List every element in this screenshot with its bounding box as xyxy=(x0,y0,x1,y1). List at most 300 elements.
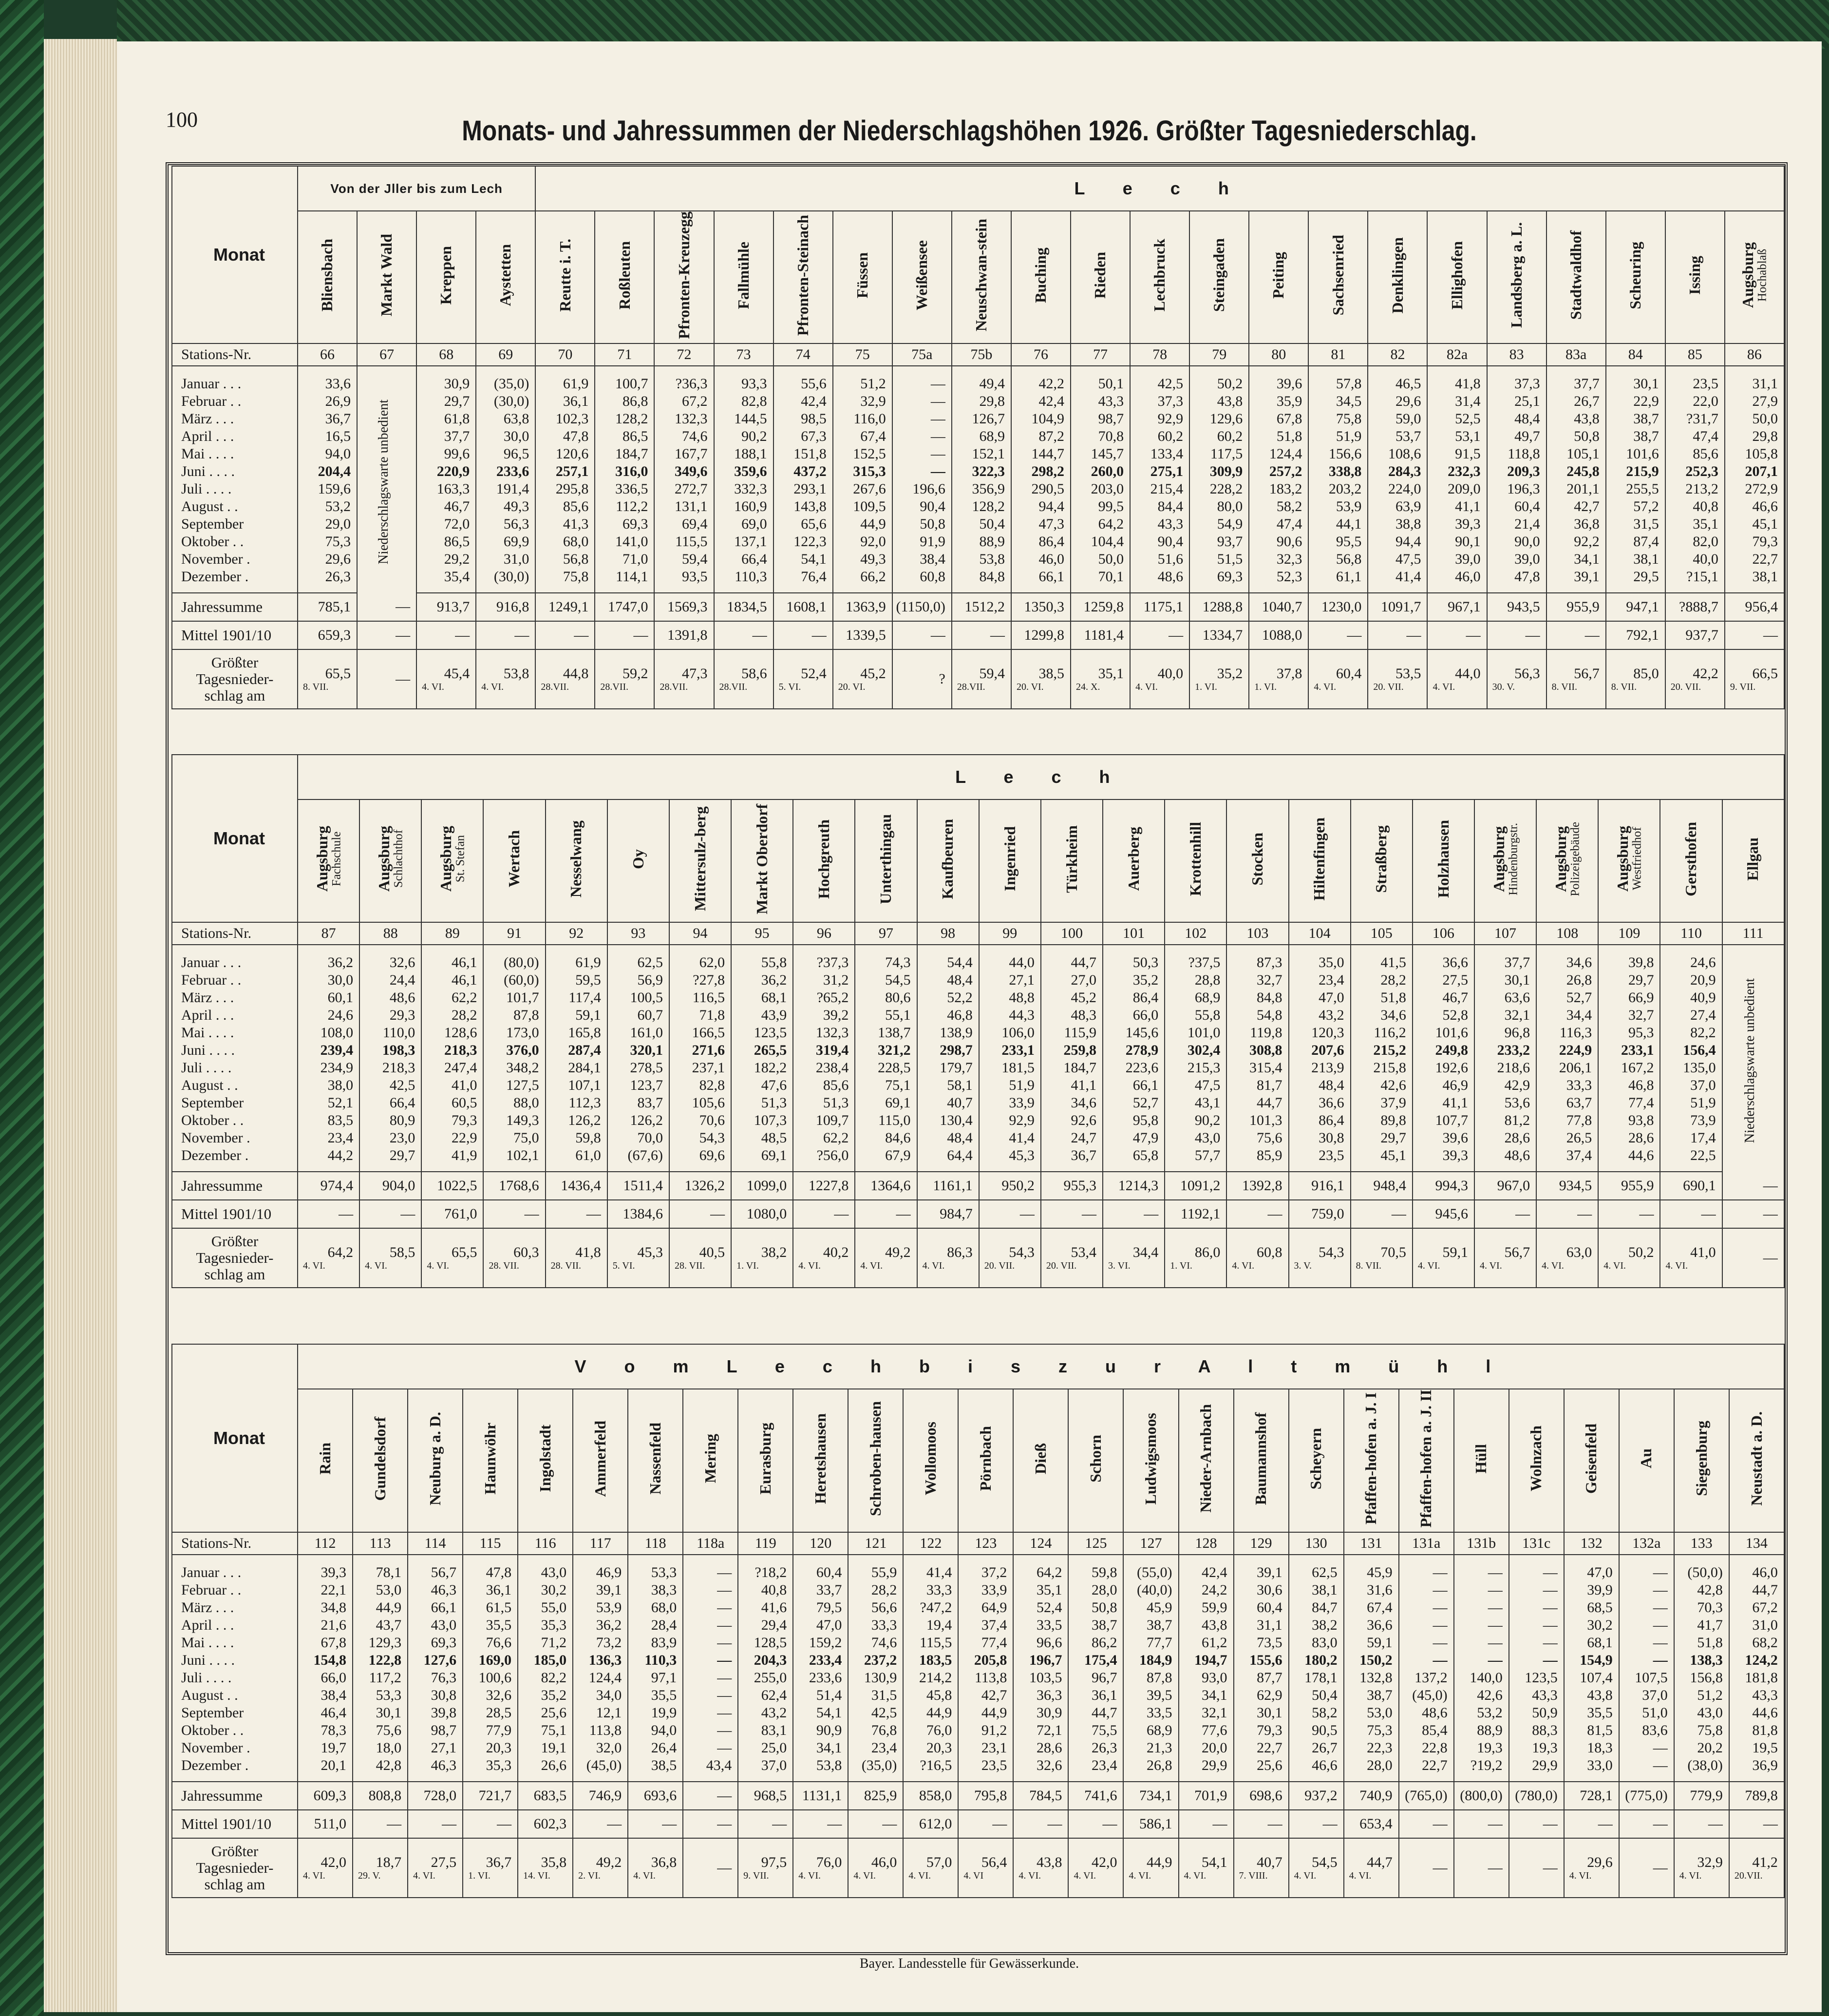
month-value: 321,2 xyxy=(855,1042,917,1059)
jahressumme-value: (1150,0) xyxy=(892,593,952,621)
groesster-value: 57,0 xyxy=(926,1854,952,1870)
month-value: 50,1 xyxy=(1071,366,1130,393)
month-label: Oktober . . xyxy=(172,1722,298,1739)
station-name xyxy=(1068,1389,1123,1532)
month-value: ?36,3 xyxy=(654,366,714,393)
month-value: 20,0 xyxy=(1179,1739,1234,1757)
month-value: 64,9 xyxy=(958,1599,1013,1617)
month-value: 82,2 xyxy=(518,1669,573,1687)
mittel-value: — xyxy=(1427,621,1487,649)
station-number: 81 xyxy=(1308,343,1368,366)
month-value: 117,4 xyxy=(546,989,607,1007)
month-value: 76,3 xyxy=(408,1669,463,1687)
month-value: 37,4 xyxy=(958,1617,1013,1634)
month-value: 43,1 xyxy=(1165,1094,1226,1112)
month-value: 47,6 xyxy=(731,1077,793,1094)
month-value: 41,6 xyxy=(738,1599,793,1617)
month-value: 95,8 xyxy=(1103,1112,1165,1129)
jahressumme-value: 994,3 xyxy=(1413,1172,1474,1200)
groesster-value: 38,5 xyxy=(1038,665,1065,682)
station-name xyxy=(1308,211,1368,343)
month-value: 204,3 xyxy=(738,1652,793,1669)
month-value: 150,2 xyxy=(1344,1652,1399,1669)
month-value: 47,0 xyxy=(1564,1555,1619,1581)
month-value: 75,8 xyxy=(1674,1722,1729,1739)
month-value: 42,9 xyxy=(1474,1077,1536,1094)
month-value: 38,1 xyxy=(1725,568,1784,593)
mittel-value: 945,6 xyxy=(1413,1200,1474,1228)
station-name xyxy=(535,211,595,343)
month-value: 37,3 xyxy=(1487,366,1546,393)
station-name xyxy=(1165,799,1226,922)
month-row xyxy=(172,1599,1784,1617)
month-value: 34,0 xyxy=(573,1687,628,1704)
station-name xyxy=(1619,1389,1674,1532)
groesster-date: 20. VII. xyxy=(1373,681,1404,692)
mittel-value: 602,3 xyxy=(518,1810,573,1838)
footer-credit: Bayer. Landesstelle für Gewässerkunde. xyxy=(859,1956,1079,1971)
month-value: 46,3 xyxy=(408,1581,463,1599)
mittel-value: — xyxy=(1564,1810,1619,1838)
month-value: 54,9 xyxy=(1189,515,1249,533)
station-number: 132a xyxy=(1619,1532,1674,1555)
mittel-value: — xyxy=(1013,1810,1068,1838)
month-value: 112,2 xyxy=(595,498,654,515)
jahressumme-value: (765,0) xyxy=(1399,1782,1454,1810)
month-value: 44,9 xyxy=(958,1704,1013,1722)
month-value: 257,2 xyxy=(1249,463,1308,480)
month-value: 20,1 xyxy=(298,1757,353,1782)
station-number: 131b xyxy=(1454,1532,1509,1555)
month-value: 31,2 xyxy=(793,971,855,989)
month-label: Juli . . . . xyxy=(172,1669,298,1687)
groesster-date: 4. VI. xyxy=(633,1870,656,1881)
station-number: 75 xyxy=(833,343,892,366)
month-value: 61,8 xyxy=(416,410,476,428)
station-name xyxy=(793,1389,848,1532)
month-value: 60,8 xyxy=(892,568,952,593)
month-value: 224,0 xyxy=(1368,480,1427,498)
groesster-cell xyxy=(1729,1838,1784,1898)
month-value: ?16,5 xyxy=(903,1757,958,1782)
mittel-value: 937,7 xyxy=(1665,621,1725,649)
station-name xyxy=(833,211,892,343)
mittel-value: — xyxy=(353,1810,408,1838)
month-value: 196,6 xyxy=(892,480,952,498)
jahressumme-value: 904,0 xyxy=(359,1172,421,1200)
groesster-cell xyxy=(1564,1838,1619,1898)
month-value: — xyxy=(1619,1599,1674,1617)
month-label: März . . . xyxy=(172,1599,298,1617)
jahressumme-row xyxy=(172,593,1784,621)
month-value: 41,1 xyxy=(1413,1094,1474,1112)
month-value: 205,8 xyxy=(958,1652,1013,1669)
month-value: 214,2 xyxy=(903,1669,958,1687)
month-value: 73,2 xyxy=(573,1634,628,1652)
month-value: 126,2 xyxy=(607,1112,669,1129)
mittel-value: — xyxy=(1368,621,1427,649)
month-value: 315,3 xyxy=(833,463,892,480)
groesster-date: 28. VII. xyxy=(550,1260,582,1271)
station-number: 112 xyxy=(298,1532,353,1555)
month-value: 67,9 xyxy=(855,1147,917,1172)
station-number: 134 xyxy=(1729,1532,1784,1555)
month-value: 39,6 xyxy=(1249,366,1308,393)
month-value: 94,4 xyxy=(1368,533,1427,551)
station-number: 108 xyxy=(1536,922,1598,945)
groesster-cell xyxy=(1130,649,1189,709)
month-value: 259,8 xyxy=(1041,1042,1103,1059)
month-value: 26,3 xyxy=(298,568,357,593)
month-value: 116,0 xyxy=(833,410,892,428)
station-name xyxy=(855,799,917,922)
groesster-value: 86,3 xyxy=(947,1244,973,1260)
station-number: 100 xyxy=(1041,922,1103,945)
month-value: 247,4 xyxy=(421,1059,483,1077)
station-number: 82a xyxy=(1427,343,1487,366)
jahressumme-value: 1259,8 xyxy=(1071,593,1130,621)
month-value: 57,8 xyxy=(1308,366,1368,393)
station-name-sub: St. Stefan xyxy=(453,835,467,883)
station-number: 124 xyxy=(1013,1532,1068,1555)
groesster-value: 65,5 xyxy=(451,1244,477,1260)
station-number: 77 xyxy=(1071,343,1130,366)
month-value: 207,6 xyxy=(1289,1042,1351,1059)
mittel-value: 653,4 xyxy=(1344,1810,1399,1838)
station-name xyxy=(1368,211,1427,343)
month-value: 53,8 xyxy=(952,551,1011,568)
mittel-label: Mittel 1901/10 xyxy=(172,1810,298,1838)
month-value: 35,2 xyxy=(1103,971,1165,989)
month-value: 43,4 xyxy=(683,1757,738,1782)
groesster-value: — xyxy=(396,670,411,687)
month-value: 23,5 xyxy=(1289,1147,1351,1172)
month-value: 22,7 xyxy=(1399,1757,1454,1782)
month-value: 49,3 xyxy=(476,498,535,515)
mittel-row xyxy=(172,621,1784,649)
groesster-value: 18,7 xyxy=(376,1854,402,1870)
month-value: — xyxy=(892,393,952,410)
precipitation-table-3 xyxy=(171,1344,1785,1898)
month-value: 38,1 xyxy=(1289,1581,1344,1599)
jahressumme-value: 1569,3 xyxy=(654,593,714,621)
month-value: 51,6 xyxy=(1130,551,1189,568)
month-row xyxy=(172,1581,1784,1599)
station-name-label: Augsburg Hindenburgstr. xyxy=(1490,822,1520,895)
month-value: 42,8 xyxy=(1674,1581,1729,1599)
station-name-label: Landsberg a. L. xyxy=(1507,222,1525,328)
groesster-cell xyxy=(1660,1228,1722,1288)
month-label: August . . xyxy=(172,498,298,515)
month-value: 93,3 xyxy=(714,366,773,393)
mittel-value: 1384,6 xyxy=(607,1200,669,1228)
month-value: 161,0 xyxy=(607,1024,669,1042)
month-value: 156,8 xyxy=(1674,1669,1729,1687)
station-name-label: Nieder-Arnbach xyxy=(1197,1404,1215,1513)
station-name xyxy=(773,211,833,343)
station-name xyxy=(628,1389,683,1532)
month-value: 39,3 xyxy=(298,1555,353,1581)
month-value: 42,5 xyxy=(848,1704,903,1722)
month-value: 104,9 xyxy=(1011,410,1071,428)
station-number: 110 xyxy=(1660,922,1722,945)
jahressumme-value: 955,3 xyxy=(1041,1172,1103,1200)
station-name-label: Schroben-hausen xyxy=(867,1401,885,1516)
groesster-value: — xyxy=(1543,1859,1558,1876)
mittel-value: 1391,8 xyxy=(654,621,714,649)
station-number: 93 xyxy=(607,922,669,945)
groesster-date: 4. VI. xyxy=(798,1260,821,1271)
month-value: 43,0 xyxy=(518,1555,573,1581)
month-value: 29,3 xyxy=(359,1007,421,1024)
month-value: 39,5 xyxy=(1123,1687,1178,1704)
month-value: (30,0) xyxy=(476,568,535,593)
month-value: 48,8 xyxy=(979,989,1041,1007)
station-number: 66 xyxy=(298,343,357,366)
month-row xyxy=(172,1634,1784,1652)
month-value: — xyxy=(683,1617,738,1634)
station-name xyxy=(848,1389,903,1532)
month-value: 55,6 xyxy=(773,366,833,393)
month-value: 102,3 xyxy=(535,410,595,428)
month-value: 19,9 xyxy=(628,1704,683,1722)
station-name-label: Füssen xyxy=(853,252,871,299)
month-value: 145,6 xyxy=(1103,1024,1165,1042)
month-value: 90,2 xyxy=(1165,1112,1226,1129)
station-name-label: Mering xyxy=(701,1434,719,1483)
month-value: 86,2 xyxy=(1068,1634,1123,1652)
jahressumme-value: 1326,2 xyxy=(669,1172,731,1200)
month-value: 272,9 xyxy=(1725,480,1784,498)
jahressumme-value: 1834,5 xyxy=(714,593,773,621)
month-value: 76,6 xyxy=(463,1634,518,1652)
groesster-date: 28. VII. xyxy=(489,1260,519,1271)
month-value: 23,4 xyxy=(1068,1757,1123,1782)
month-value: 44,9 xyxy=(903,1704,958,1722)
month-value: 290,5 xyxy=(1011,480,1071,498)
groesster-date: 4. VI. xyxy=(1479,1260,1502,1271)
month-value: 184,7 xyxy=(1041,1059,1103,1077)
month-value: 44,9 xyxy=(833,515,892,533)
month-value: 26,6 xyxy=(518,1757,573,1782)
month-value: — xyxy=(1619,1555,1674,1581)
month-value: 33,3 xyxy=(1536,1077,1598,1094)
month-value: 48,6 xyxy=(1399,1704,1454,1722)
groesster-date: 28.VII. xyxy=(600,681,629,692)
month-value: 48,5 xyxy=(731,1129,793,1147)
station-name-label: Nesselwang xyxy=(567,820,585,898)
month-value: — xyxy=(1399,1581,1454,1599)
month-value: 83,0 xyxy=(1289,1634,1344,1652)
month-value: 28,6 xyxy=(1013,1739,1068,1757)
month-value: 101,0 xyxy=(1165,1024,1226,1042)
groesster-value: 27,5 xyxy=(431,1854,457,1870)
month-value: (45,0) xyxy=(1399,1687,1454,1704)
station-name xyxy=(1606,211,1665,343)
month-value: 233,1 xyxy=(979,1042,1041,1059)
month-value: 223,6 xyxy=(1103,1059,1165,1077)
month-value: 41,9 xyxy=(421,1147,483,1172)
month-value: 59,5 xyxy=(546,971,607,989)
mittel-value: 792,1 xyxy=(1606,621,1665,649)
month-value: 116,3 xyxy=(1536,1024,1598,1042)
month-value: 33,7 xyxy=(793,1581,848,1599)
jahressumme-value: 808,8 xyxy=(353,1782,408,1810)
groesster-value: 65,5 xyxy=(325,665,351,682)
month-value: 117,2 xyxy=(353,1669,408,1687)
station-name xyxy=(917,799,979,922)
month-value: 89,8 xyxy=(1351,1112,1413,1129)
jahressumme-row xyxy=(172,1782,1784,1810)
month-value: 39,1 xyxy=(573,1581,628,1599)
station-number: 83 xyxy=(1487,343,1546,366)
month-value: 356,9 xyxy=(952,480,1011,498)
mittel-value: — xyxy=(408,1810,463,1838)
station-name-label: Augsburg Schlachthof xyxy=(375,826,405,892)
month-value: 83,6 xyxy=(1619,1722,1674,1739)
groesster-cell xyxy=(421,1228,483,1288)
groesster-date: 4. VI. xyxy=(922,1260,945,1271)
mittel-value: — xyxy=(1546,621,1606,649)
groesster-cell xyxy=(892,649,952,709)
month-value: 38,0 xyxy=(298,1077,359,1094)
month-value: 218,3 xyxy=(359,1059,421,1077)
groesster-label: Größter Tagesnieder- schlag am xyxy=(172,1228,298,1288)
station-name xyxy=(952,211,1011,343)
river-group-label: V o m L e c h b i s z u r A l t m ü h l xyxy=(298,1344,1784,1389)
river-group-label: L e c h xyxy=(535,166,1784,211)
month-value: 82,8 xyxy=(669,1077,731,1094)
month-value: 224,9 xyxy=(1536,1042,1598,1059)
groesster-cell xyxy=(1165,1228,1226,1288)
month-value: 34,6 xyxy=(1041,1094,1103,1112)
month-value: 51,2 xyxy=(833,366,892,393)
groesster-cell xyxy=(1427,649,1487,709)
jahressumme-value: 950,2 xyxy=(979,1172,1041,1200)
month-value: 31,6 xyxy=(1344,1581,1399,1599)
month-value: ?19,2 xyxy=(1454,1757,1509,1782)
month-value: 28,8 xyxy=(1165,971,1226,989)
station-number: 80 xyxy=(1249,343,1308,366)
station-number: 123 xyxy=(958,1532,1013,1555)
month-row xyxy=(172,1704,1784,1722)
groesster-cell xyxy=(669,1228,731,1288)
month-value: 49,3 xyxy=(833,551,892,568)
month-value: 115,0 xyxy=(855,1112,917,1129)
month-value: 36,6 xyxy=(1344,1617,1399,1634)
mittel-value: — xyxy=(1660,1200,1722,1228)
precipitation-table-1 xyxy=(171,166,1785,709)
month-value: 183,2 xyxy=(1249,480,1308,498)
month-value: 84,6 xyxy=(855,1129,917,1147)
groesster-date: 3. VI. xyxy=(1108,1260,1131,1271)
month-value: 17,4 xyxy=(1660,1129,1722,1147)
month-value: 181,5 xyxy=(979,1059,1041,1077)
jahressumme-value: 728,1 xyxy=(1564,1782,1619,1810)
month-value: 68,0 xyxy=(535,533,595,551)
station-name xyxy=(1249,211,1308,343)
groesster-cell xyxy=(1249,649,1308,709)
mittel-value: — xyxy=(628,1810,683,1838)
month-value: 209,0 xyxy=(1427,480,1487,498)
month-label: Juli . . . . xyxy=(172,480,298,498)
month-value: 249,8 xyxy=(1413,1042,1474,1059)
groesster-date: 28.VII. xyxy=(541,681,569,692)
station-name xyxy=(1413,799,1474,922)
month-value: 23,5 xyxy=(958,1757,1013,1782)
month-value: 128,2 xyxy=(595,410,654,428)
month-value: 31,4 xyxy=(1427,393,1487,410)
month-value: 29,0 xyxy=(298,515,357,533)
month-label: Dezember . xyxy=(172,1147,298,1172)
month-value: 29,6 xyxy=(1368,393,1427,410)
month-value: 66,4 xyxy=(359,1094,421,1112)
month-value: 124,4 xyxy=(1249,445,1308,463)
month-value: 144,5 xyxy=(714,410,773,428)
mittel-value: — xyxy=(773,621,833,649)
month-value: 35,2 xyxy=(518,1687,573,1704)
station-name-label: Ellgau xyxy=(1744,837,1762,881)
month-value: 24,4 xyxy=(359,971,421,989)
groesster-date: 4. VI. xyxy=(1679,1870,1702,1881)
month-value: — xyxy=(1454,1555,1509,1581)
month-value: 35,0 xyxy=(1289,945,1351,971)
month-value: 40,9 xyxy=(1660,989,1722,1007)
month-value: 135,0 xyxy=(1660,1059,1722,1077)
groesster-cell xyxy=(738,1838,793,1898)
jahressumme-value: 1227,8 xyxy=(793,1172,855,1200)
month-value: 196,7 xyxy=(1013,1652,1068,1669)
month-value: 260,0 xyxy=(1071,463,1130,480)
groesster-date: 4. VI. xyxy=(365,1260,387,1271)
month-value: 215,4 xyxy=(1130,480,1189,498)
month-value: 27,1 xyxy=(979,971,1041,989)
month-value: 60,4 xyxy=(793,1555,848,1581)
groesster-cell xyxy=(546,1228,607,1288)
month-value: 28,2 xyxy=(421,1007,483,1024)
month-value: 50,3 xyxy=(1103,945,1165,971)
month-value: ?31,7 xyxy=(1665,410,1725,428)
month-label: September xyxy=(172,1704,298,1722)
station-name-label: Schorn xyxy=(1087,1434,1105,1483)
station-note: Niederschlagswarte unbedient xyxy=(376,399,392,564)
month-value: 62,5 xyxy=(1289,1555,1344,1581)
month-value: 98,7 xyxy=(408,1722,463,1739)
month-value: 91,5 xyxy=(1427,445,1487,463)
mittel-value: — xyxy=(1399,1810,1454,1838)
month-value: 55,1 xyxy=(855,1007,917,1024)
month-value: 103,5 xyxy=(1013,1669,1068,1687)
station-number: 75b xyxy=(952,343,1011,366)
station-name-label: Augsburg St. Stefan xyxy=(436,826,467,892)
month-value: 39,0 xyxy=(1427,551,1487,568)
month-value: 43,9 xyxy=(731,1007,793,1024)
jahressumme-value: 1350,3 xyxy=(1011,593,1071,621)
month-value: 319,4 xyxy=(793,1042,855,1059)
groesster-value: 41,8 xyxy=(575,1244,601,1260)
month-value: 131,1 xyxy=(654,498,714,515)
month-value: 86,4 xyxy=(1011,533,1071,551)
month-value: (67,6) xyxy=(607,1147,669,1172)
month-value: 66,1 xyxy=(408,1599,463,1617)
month-value: 42,4 xyxy=(1011,393,1071,410)
month-row xyxy=(172,971,1784,989)
month-value: 39,8 xyxy=(408,1704,463,1722)
month-value: 65,8 xyxy=(1103,1147,1165,1172)
month-value: 54,1 xyxy=(793,1704,848,1722)
station-name xyxy=(1013,1389,1068,1532)
month-value: 85,9 xyxy=(1226,1147,1288,1172)
